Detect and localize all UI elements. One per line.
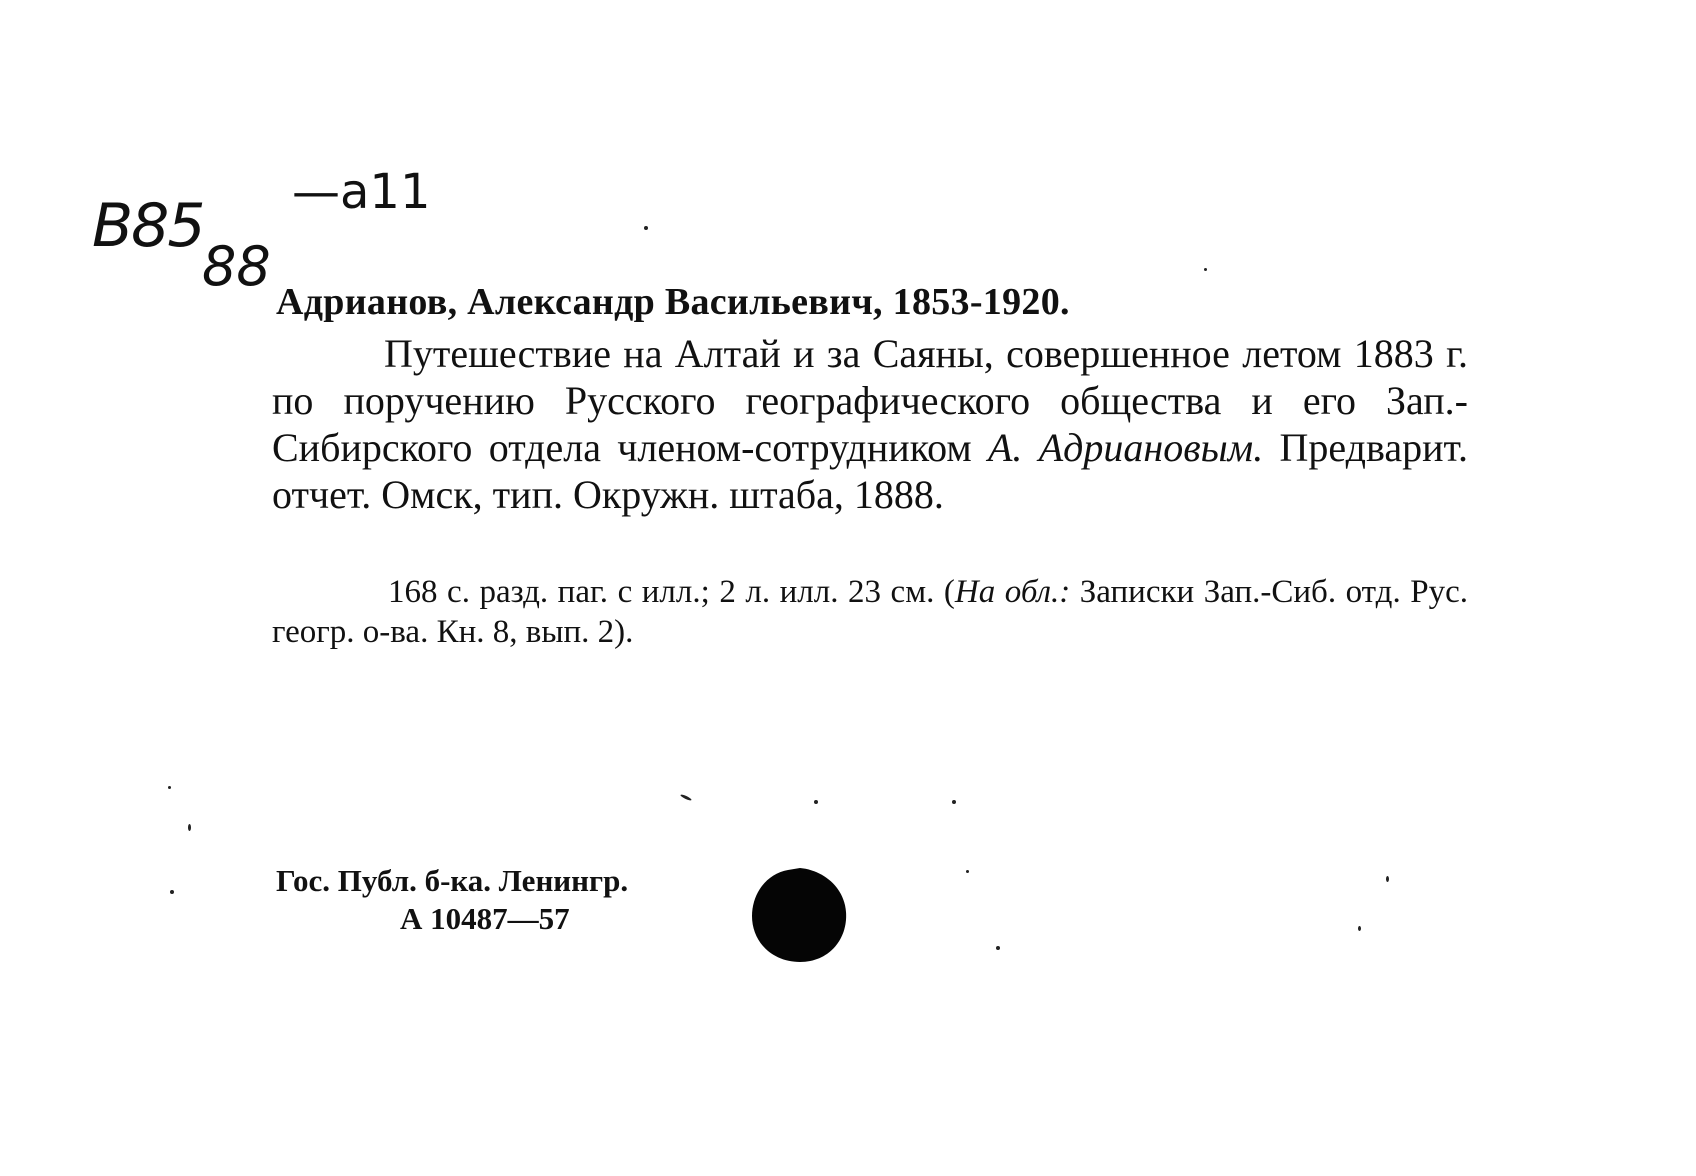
cover-note-label: На обл.: xyxy=(954,574,1071,610)
punch-hole xyxy=(748,864,850,966)
shelfmark-subscript: 88 xyxy=(202,235,271,298)
shelfmark-main: B85 xyxy=(92,191,204,261)
collation-paragraph xyxy=(272,572,1468,652)
dust-speck xyxy=(966,870,969,873)
physical-description: 168 с. разд. паг. с илл.; 2 л. илл. 23 см. ( xyxy=(388,574,955,610)
dust-speck xyxy=(1204,268,1207,271)
accession-number: А 10487—57 xyxy=(400,901,570,936)
dust-speck xyxy=(814,800,818,804)
dust-speck xyxy=(170,890,174,894)
dust-speck xyxy=(680,794,692,802)
publication-info: Предварит. отчет. Омск, тип. Окружн. штаба, 1888. xyxy=(272,425,1468,517)
statement-of-responsibility: А. Адриановым. xyxy=(987,425,1264,470)
shelfmark-superscript: —a11 xyxy=(292,164,431,220)
collation-note xyxy=(272,572,1468,652)
library-stamp xyxy=(276,862,628,938)
dust-speck xyxy=(188,824,191,831)
library-name: Гос. Публ. б-ка. Ленингр. xyxy=(276,863,629,898)
dust-speck xyxy=(996,946,1000,950)
title-text: Путешествие на Алтай и за Саяны, совершенное летом 1883 г. по поручению Русского географического общества и его Зап.-Сибирского отдела членом-сотрудником xyxy=(272,331,1468,470)
dust-speck xyxy=(644,226,648,230)
dust-speck xyxy=(1386,876,1389,882)
title-paragraph xyxy=(272,330,1468,518)
title-description xyxy=(272,330,1468,518)
series-statement: Записки Зап.-Сиб. отд. Рус. геогр. о-ва. Кн. 8, вып. 2). xyxy=(272,574,1468,650)
dust-speck xyxy=(168,786,171,789)
author-heading: Адрианов, Александр Васильевич, 1853-1920. xyxy=(276,281,1070,323)
dust-speck xyxy=(1358,926,1361,931)
dust-speck xyxy=(952,800,956,804)
